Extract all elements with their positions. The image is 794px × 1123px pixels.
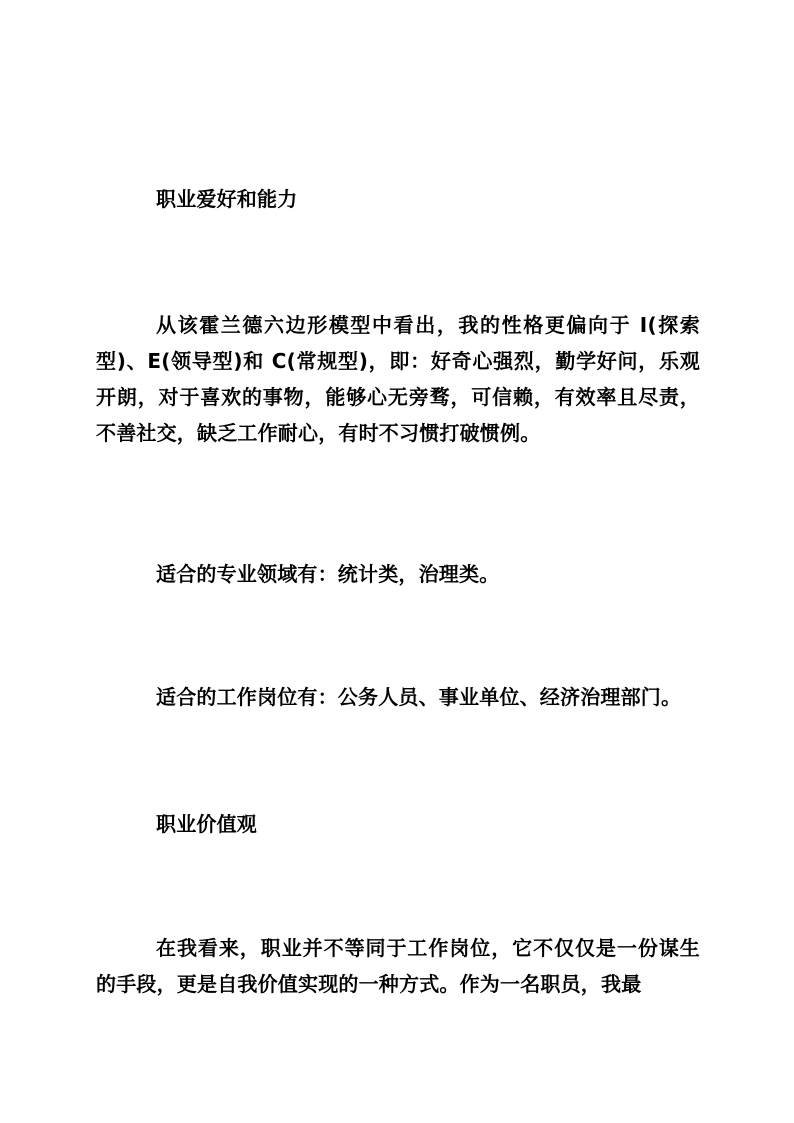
paragraph-suitable-positions: 适合的工作岗位有：公务人员、事业单位、经济治理部门。 [156,685,682,709]
paragraph-holland-model: 从该霍兰德六边形模型中看出，我的性格更偏向于 I(探索型)、E(领导型)和 C(常规型)，即：好奇心强烈，勤学好问，乐观开朗，对于喜欢的事物，能够心无旁骛，可信赖，有效率且尽责，不善社交，缺乏工作耐心，有时不习惯打破惯例。 [96,313,700,445]
section-heading-career-values: 职业价值观 [156,812,257,836]
section-heading-career-interests: 职业爱好和能力 [156,187,298,211]
paragraph-suitable-fields: 适合的专业领域有：统计类，治理类。 [156,562,500,586]
paragraph-career-values: 在我看来，职业并不等同于工作岗位，它不仅仅是一份谋生的手段，更是自我价值实现的一种方式。作为一名职员，我最 [96,936,700,996]
